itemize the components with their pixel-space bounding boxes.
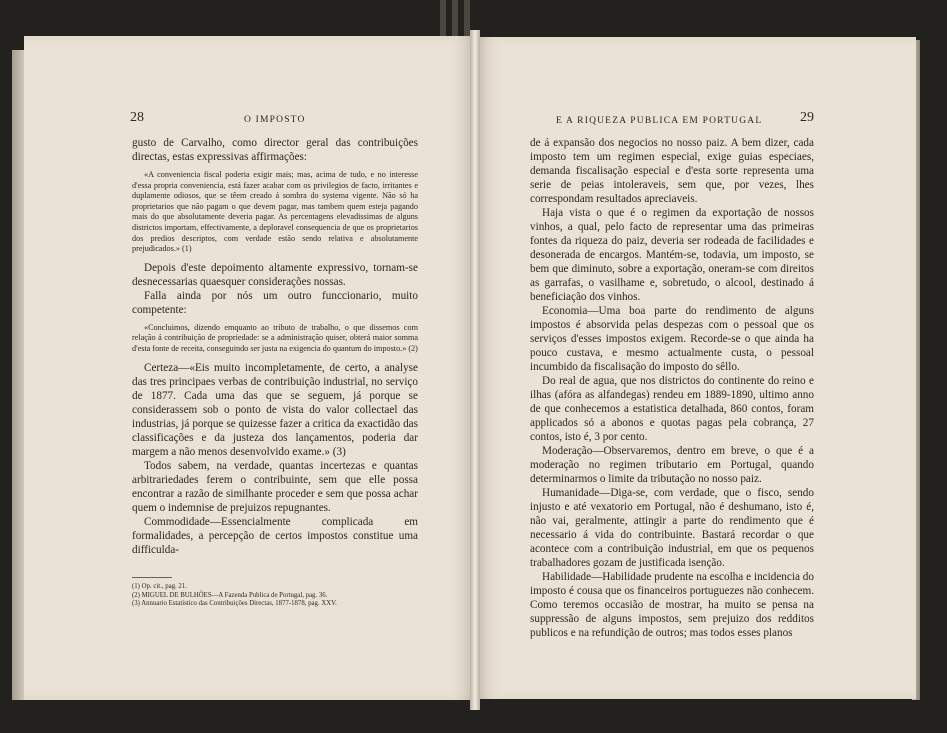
paragraph: Certeza—«Eis muito incompletamente, de certo, a analyse das tres principaes verbas de contribuição industrial, no serviço de 1877. Cada uma das que se seguem, já porque se considerassem sob o ponto de vista do valor collectael das industrias, já porque se quizesse fazer a critica da exactidão das classificações e da justeza dos lançamentos, poderia dar margem a não menos desenvolvido exame.» (3) <box>132 361 418 458</box>
footnote: (1) Op. cit., pag. 21. <box>132 583 187 590</box>
gutter-fold <box>470 30 480 710</box>
paragraph: Do real de agua, que nos districtos do continente do reino e ilhas (afóra as alfandegas) rendeu em 1889-1890, ultimo anno de que conhecemos a estatistica detalhada, 860 contos, foram applicados só a abonos e quotas pagas pela cobrança, 27 contos, isto é, 3 por cento. <box>530 375 814 443</box>
paragraph: Haja vista o que é o regimen da exportação de nossos vinhos, a qual, pelo facto de representar uma das primeiras fontes da riqueza do paiz, deveria ser rodeada de facilidades e desonerada de encargos. Mantém-se, todavia, um imposto, se bem que diminuto, sobre a exportação, oneram-se com direitos as garrafas, o vasilhame e, sobretudo, o alcool, destinado á beneficiação dos vinhos. <box>530 207 814 303</box>
right-text-block <box>530 136 814 640</box>
footnotes <box>132 583 418 609</box>
book-spine <box>452 0 458 36</box>
page-number: 29 <box>800 110 814 125</box>
paragraph: Economia—Uma boa parte do rendimento de alguns impostos é absorvida pelas despezas com o pessoal que os serviços d'esses impostos exigem. Recorde-se o que ainda ha pouco custava, e mesmo actualmente custa, o pessoal incumbido da fiscalisação do imposto do sêllo. <box>530 305 814 373</box>
footnote: (2) MIGUEL DE BULHÕES—A Fazenda Publica de Portugal, pag. 36. <box>132 591 328 599</box>
footnote: (3) Annuario Estatistico das Contribuições Directas, 1877-1878, pag. XXV. <box>132 600 337 608</box>
page-number: 28 <box>130 110 144 125</box>
quotation: «Concluimos, dizendo emquanto ao tributo de trabalho, o que dissemos com relação á contribuição de propriedade: se a administração quiser, obterá maior somma d'esta fonte de receita, conseguindo ser justa na exigencia do quantum do imposto.» (2) <box>132 322 418 353</box>
paragraph: de á expansão dos negocios no nosso paiz. A bem dizer, cada imposto tem um regimen especial, exige guias especiaes, demanda fiscalisação especial e d'esta sorte representa uma serie de peias intoleraveis, sem que, por vezes, lhes correspondam resultados apreciaveis. <box>530 137 814 205</box>
running-head: O IMPOSTO <box>244 115 306 125</box>
running-head: E A RIQUEZA PUBLICA EM PORTUGAL <box>556 116 763 126</box>
left-page <box>24 36 474 700</box>
left-text-block <box>132 136 418 557</box>
paragraph: Commodidade—Essencialmente complicada em formalidades, a percepção de certos impostos constitue uma difficulda- <box>132 515 418 556</box>
paragraph: Todos sabem, na verdade, quantas incertezas e quantas arbitrariedades ferem o contribuinte, sem que elle possa encontrar a razão de similhante proceder e sem que possa achar quem o indemnise de prejuizos repugnantes. <box>132 459 418 514</box>
paragraph: Falla ainda por nós um outro funccionario, muito competente: <box>132 289 418 316</box>
quotation: «A conveniencia fiscal poderia exigir mais; mas, acima de tudo, e no interesse d'essa propria conveniencia, está fazer acabar com os privilegios de facto, irritantes e duplamente odiosos, que se têem creado á sombra do systema vigente. Não só ha proprietarios que não pagam o que devem pagar, mas tambem quem esteja pagando mais do que absolutamente deveria pagar. As percentagens elevadissimas de alguns districtos importam, effectivamente, a deploravel consequencia de que os proprietarios dos predios descriptos, com verdade estão sendo relativa e absolutamente prejudicados.» (1) <box>132 170 418 254</box>
right-page <box>476 37 916 699</box>
paragraph: Depois d'este depoimento altamente expressivo, tornam-se desnecessarias quaesquer considerações nossas. <box>132 261 418 288</box>
paragraph: Habilidade—Habilidade prudente na escolha e incidencia do imposto é cousa que os financeiros portuguezes não conhecem. Como teremos occasião de mostrar, ha muito se pensa na suppressão de alguns impostos, sem prejuizo dos redditos publicos e na refundição de outros; mas todos esses planos <box>530 571 814 639</box>
footnote-rule <box>132 577 172 578</box>
paragraph: gusto de Carvalho, como director geral das contribuições directas, estas expressivas affirmações: <box>132 137 418 163</box>
paragraph: Moderação—Observaremos, dentro em breve, o que é a moderação no regimen tributario em Portugal, quando determinarmos o limite da tributação no nosso paiz. <box>530 445 814 485</box>
book-spine <box>440 0 446 36</box>
paragraph: Humanidade—Diga-se, com verdade, que o fisco, sendo injusto e até vexatorio em Portugal, não é deshumano, isto é, não vai, geralmente, attingir a parte do rendimento que é necessario á vida do contribuinte. Bastará recordar o que acontece com a contribuição industrial, em que os pequenos trabalhadores gozam de justificada isenção. <box>530 487 814 569</box>
